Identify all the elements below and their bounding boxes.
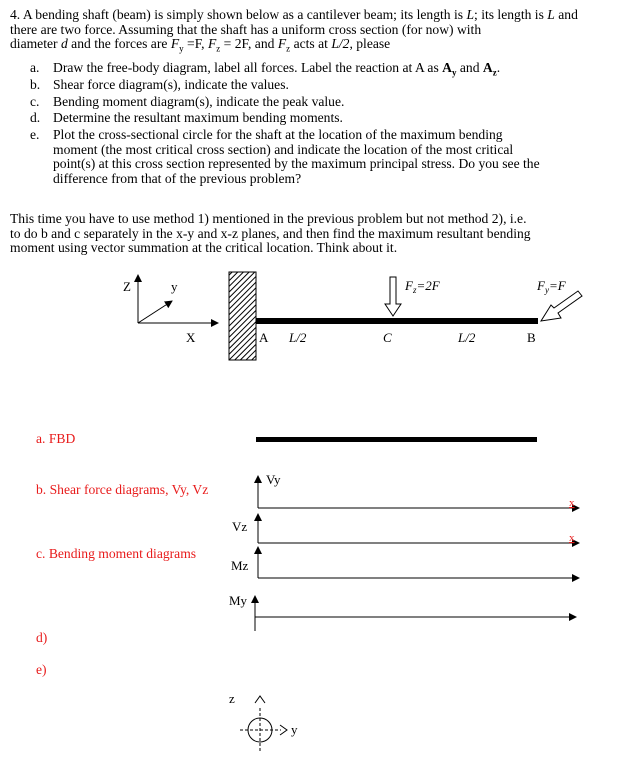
method-note: This time you have to use method 1) mentioned in the previous problem but not method 2), i.e. to do b and c separately in the x-y and x-z planes, and then find the maximum resultant bending moment using vector summation at the critical location. Think about it. <box>10 211 531 256</box>
fz-force-arrow <box>385 277 401 316</box>
fixed-wall <box>229 272 256 360</box>
answer-e-label: e) <box>36 662 47 677</box>
answer-c-moment-label: c. Bending moment diagrams <box>36 546 197 561</box>
answer-a-fbd-label: a. FBD <box>36 431 76 446</box>
beam <box>256 318 538 324</box>
fbd-beam <box>256 437 537 442</box>
intro-line-2: there are two force. Assuming that the shaft has a uniform cross section (for now) with <box>10 21 482 37</box>
vz-label: Vz <box>232 519 248 534</box>
cs-y-arrowhead <box>280 725 287 735</box>
point-a-label: A <box>259 330 269 345</box>
axis-y-label: y <box>171 279 178 294</box>
point-c-label: C <box>383 330 392 345</box>
x-label-2: x <box>569 532 575 544</box>
y-axis <box>138 301 172 323</box>
point-b-label: B <box>527 330 536 345</box>
segment-1-label: L/2 <box>289 330 307 345</box>
axis-z-label: Z <box>123 279 131 294</box>
answer-d-label: d) <box>36 630 48 645</box>
answer-b-shear-label: b. Shear force diagrams, Vy, Vz <box>36 482 209 497</box>
fy-force-label: $F_y=F$ <box>537 278 566 295</box>
fz-force-label: $F_z=2F$ <box>405 278 440 295</box>
fy-force-arrow <box>541 291 582 321</box>
segment-2-label: L/2 <box>458 330 476 345</box>
intro-line-1: 4. A bending shaft (beam) is simply shown below as a cantilever beam; its length is L; its length is L and <box>10 7 578 22</box>
intro-line-3: diameter d and the forces are $F_y =F$, $F_z = 2F$, and $F_z$ acts at L/2, please <box>10 36 391 54</box>
cs-z-arrowhead <box>255 696 265 703</box>
cs-z-label: z <box>229 691 235 706</box>
axis-x-label: X <box>186 330 196 345</box>
mz-label: Mz <box>231 558 249 573</box>
cs-y-label: y <box>291 722 298 737</box>
x-label-1: x <box>569 497 575 509</box>
my-label: My <box>229 593 248 608</box>
vy-label: Vy <box>266 472 281 487</box>
